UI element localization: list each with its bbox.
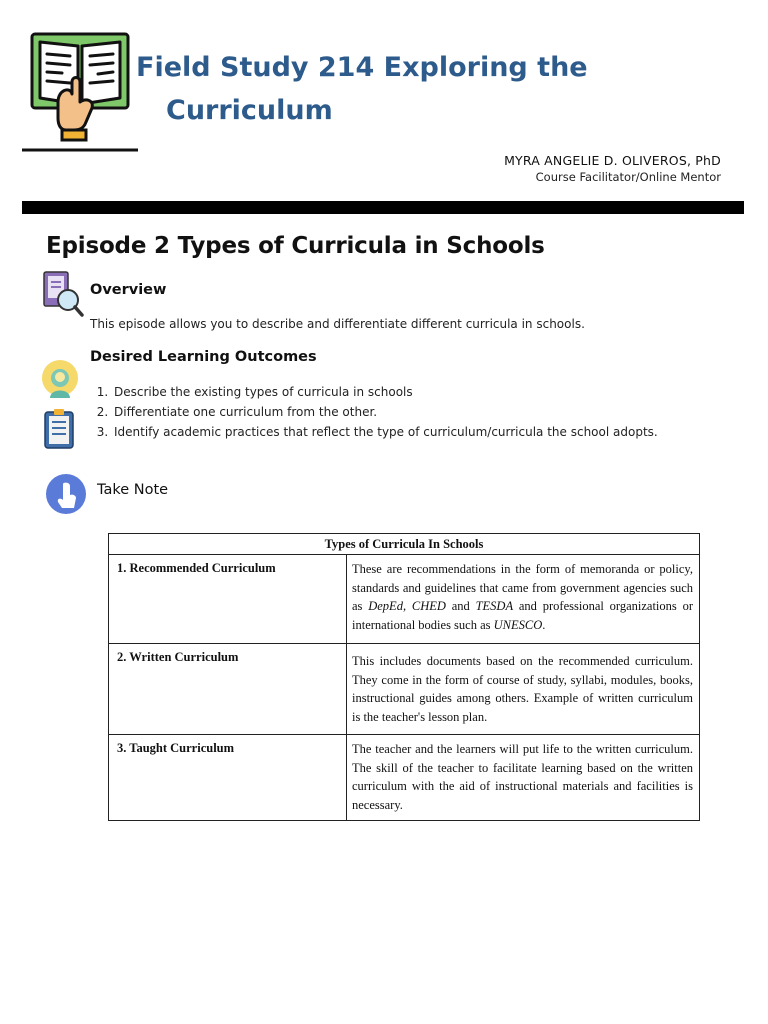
take-note-heading: Take Note — [97, 482, 169, 498]
outcomes-list — [90, 382, 658, 442]
outcome-item: 1. Describe the existing types of curricula in schools — [112, 382, 658, 402]
curriculum-description: This includes documents based on the recommended curriculum. They come in the form of course of study, syllabi, modules, books, instructional guides among others. Example of written curriculum is the teacher's lesson plan. — [347, 644, 700, 735]
notebook-magnifier-icon — [40, 270, 84, 314]
curricula-table — [108, 533, 700, 821]
curriculum-name: 1. Recommended Curriculum — [109, 555, 347, 644]
table-row — [109, 555, 700, 644]
outcomes-list-wrap — [90, 382, 658, 442]
header-divider — [22, 201, 744, 214]
curriculum-description: These are recommendations in the form of memoranda or policy, standards and guidelines that came from government agencies such as DepEd, CHED and TESDA and professional organizations or international bodies such as UNESCO. — [347, 555, 700, 644]
table-caption: Types of Curricula In Schools — [109, 534, 700, 555]
outcome-item: 2. Differentiate one curriculum from the other. — [112, 402, 658, 422]
overview-heading: Overview — [90, 282, 167, 298]
curriculum-name: 3. Taught Curriculum — [109, 735, 347, 821]
overview-text: This episode allows you to describe and differentiate different curricula in schools. — [90, 317, 585, 331]
author-name: MYRA ANGELIE D. OLIVEROS, PhD — [504, 153, 721, 168]
episode-title: Episode 2 Types of Curricula in Schools — [46, 233, 545, 259]
table-row — [109, 735, 700, 821]
author-role: Course Facilitator/Online Mentor — [535, 170, 721, 184]
document-title-line1: Field Study 214 Exploring the — [136, 52, 588, 83]
curricula-table-wrap — [108, 533, 700, 821]
table-row — [109, 644, 700, 735]
outcome-item: 3. Identify academic practices that reflect the type of curriculum/curricula the school adopts. — [112, 422, 658, 442]
clipboard-list-icon — [40, 408, 84, 452]
open-book-hand-icon — [22, 32, 138, 152]
finger-tap-icon — [44, 472, 88, 516]
author-block — [504, 153, 721, 184]
curriculum-name: 2. Written Curriculum — [109, 644, 347, 735]
curriculum-description: The teacher and the learners will put life to the written curriculum. The skill of the teacher to facilitate learning based on the written curriculum with the aid of instructional materials and facilities is necessary. — [347, 735, 700, 821]
outcomes-heading: Desired Learning Outcomes — [90, 349, 317, 365]
document-title-line2: Curriculum — [166, 95, 333, 126]
lightbulb-head-icon — [40, 358, 84, 402]
